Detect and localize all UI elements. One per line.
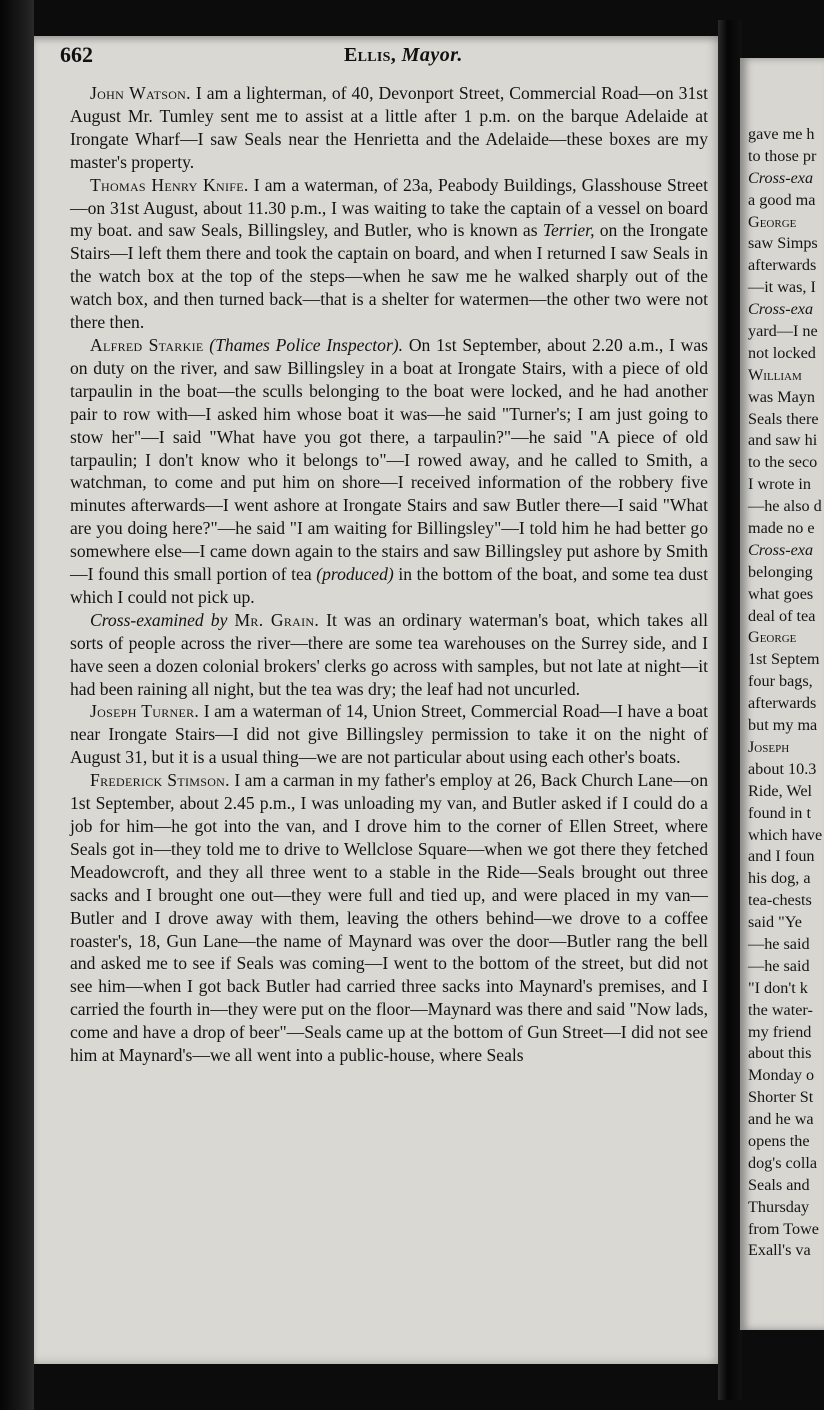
facing-page-line: what goes: [748, 584, 814, 603]
facing-page-line: Cross-exa: [748, 168, 814, 187]
facing-page-line: not locked: [748, 343, 816, 362]
speaker-name: Joseph Turner.: [90, 701, 200, 722]
facing-page-line: made no e: [748, 519, 815, 538]
facing-page-line: and I foun: [748, 847, 815, 866]
book-gutter: [718, 20, 742, 1400]
running-title: [344, 44, 463, 67]
paragraph-text: I am a waterman of 14, Union Street, Commercial Road—I have a boat near Irongate Stairs—I did not give Billingsley permission to take it on the night of August 31, but it is a usual thing—we are not particular about using each other's boats.: [70, 701, 708, 768]
facing-page-line: Seals and: [748, 1175, 810, 1194]
facing-page-line: yard—I ne: [748, 322, 818, 341]
facing-page-line: which have: [748, 825, 823, 844]
paragraph-text: On 1st September, about 2.20 a.m., I was on duty on the river, and saw Billingsley in a boat at Irongate Stairs, with a piece of old tarpaulin in the boat—the sculls belonging to the boat were locked, and he had another pair to row with—I asked him whose boat it was—he said "Turner's; I am just going to stow her"—I said "What have you got there, a tarpaulin?"—he said "A piece of old tarpaulin; I don't know who it belongs to"—I rowed away, and he called to Smith, a watchman, to come and put him on shore—I received information of the robbery five minutes afterwards—I went ashore at Irongate Stairs and saw Butler there—I said "What are you doing here?"—he said "I am waiting for Billingsley"—I told him he had better go somewhere else—I came down again to the stairs and saw Billingsley put ashore by Smith—I found this small portion of tea: [70, 334, 708, 585]
facing-page-line: from Towe: [748, 1219, 819, 1238]
facing-page-line: said "Ye: [748, 913, 802, 932]
facing-page-line: saw Simps: [748, 234, 818, 253]
facing-page-line: —he said: [748, 956, 810, 975]
facing-page-line: —it was, I: [748, 278, 816, 297]
facing-page-line: William: [748, 365, 802, 384]
facing-page-line: Exall's va: [748, 1241, 811, 1260]
facing-page-line: I wrote in: [748, 475, 811, 494]
page-number: 662: [60, 42, 93, 67]
examiner-name: Mr. Grain.: [234, 609, 320, 630]
facing-page-line: George: [748, 628, 797, 647]
facing-page-line: Seals there: [748, 409, 819, 428]
facing-page-line: a good ma: [748, 190, 816, 209]
italic-word: Terrier,: [542, 220, 595, 241]
facing-page-line: and he wa: [748, 1110, 814, 1129]
facing-page-line: "I don't k: [748, 978, 808, 997]
running-title-name: Ellis,: [344, 44, 397, 66]
facing-page-line: Cross-exa: [748, 540, 814, 559]
paragraph-text: It was an ordinary waterman's boat, which takes all sorts of people across the river—there are some tea warehouses on the Surrey side, and I have seen a dozen colonial brokers' clerks go across with samples, but not late at night—it had been raining all night, but the tea was dry; the leaf had not uncurled.: [70, 609, 708, 699]
facing-page-line: to those pr: [748, 146, 817, 165]
facing-page-lines: [748, 124, 824, 1262]
paragraph-text: I am a lighterman, of 40, Devonport Street, Commercial Road—on 31st August Mr. Tumley sent me to assist at a little after 1 p.m. on the barque Adelaide at Irongate Wharf—I saw Seals near the Henrietta and the Adelaide—these boxes are my master's property.: [70, 83, 708, 172]
paragraph-text-after: on the Irongate Stairs—I left them there and took the captain on board, and when I returned I saw Seals in the watch box at the top of the steps—when he saw me he walked sharply out of the watch box, and then turned back—that is a shelter for watermen—the other two were not there then.: [70, 220, 708, 333]
italic-word: (produced): [316, 564, 394, 585]
facing-page-line: my friend: [748, 1022, 812, 1041]
paragraph-text: I am a waterman, of 23a, Peabody Buildings, Glasshouse Street—on 31st August, about 11.30 p.m., I was waiting to take the captain of a vessel on board my boat. and saw Seals, Billingsley, and Butler, who is known as: [70, 174, 708, 241]
paragraph-joseph-turner: [70, 700, 708, 769]
left-page-edge: [0, 0, 34, 1410]
facing-page: [740, 58, 824, 1330]
facing-page-line: Joseph: [748, 737, 790, 756]
paragraph-cross-examination: [70, 609, 708, 701]
facing-page-line: Thursday: [748, 1197, 810, 1216]
facing-page-line: opens the: [748, 1131, 810, 1150]
paragraph-text: I am a carman in my father's employ at 26, Back Church Lane—on 1st September, about 2.45 p.m., I was unloading my van, and Butler asked if I could do a job for him—he got into the van, and I drove him to the corner of Ellen Street, where Seals got in—they told me to drive to Wellclose Square—when we got there they fetched Meadowcroft, and they all three went to a stable in the Ride—Seals brought out three sacks and I brought one out—they were full and tied up, and were placed in my van—Butler and I drove away with them, leaving the others behind—we drove to a coffee roaster's, 18, Gun Lane—the name of Maynard was over the door—Butler rang the bell and asked me to see if Seals was coming—I went to the bottom of the street, but did not see him—when I got back Butler had carried three sacks into Maynard's premises, and I carried the fourth in—they were put on the floor—Maynard was there and said "Now lads, come and have a drop of beer"—Seals came up at the bottom of Gun Street—I did not see him at Maynard's—we all went into a public-house, where Seals: [70, 770, 708, 1066]
page-header: [60, 42, 700, 72]
facing-page-line: belonging: [748, 562, 813, 581]
facing-page-line: his dog, a: [748, 869, 811, 888]
facing-page-line: afterwards: [748, 256, 817, 275]
testimony-text: [70, 82, 708, 1067]
facing-page-line: George: [748, 212, 797, 231]
facing-page-line: 1st Septem: [748, 650, 820, 669]
facing-page-line: Monday o: [748, 1066, 815, 1085]
speaker-name: Frederick Stimson.: [90, 770, 230, 791]
facing-page-line: but my ma: [748, 716, 818, 735]
paragraph-text-after: in the bottom of the boat, and some tea dust which I could not pick up.: [70, 564, 709, 607]
facing-page-line: found in t: [748, 803, 811, 822]
facing-page-line: dog's colla: [748, 1153, 818, 1172]
facing-page-line: Shorter St: [748, 1088, 814, 1107]
facing-page-line: about 10.3: [748, 759, 817, 778]
facing-page-line: and saw hi: [748, 431, 818, 450]
facing-page-line: to the seco: [748, 453, 818, 472]
facing-page-line: —he said: [748, 934, 810, 953]
facing-page-line: the water-: [748, 1000, 813, 1019]
paragraph-alfred-starkie: [70, 334, 708, 609]
facing-page-line: Ride, Wel: [748, 781, 813, 800]
speaker-role: (Thames Police Inspector).: [209, 334, 404, 355]
facing-page-line: was Mayn: [748, 387, 815, 406]
running-title-office: Mayor.: [401, 44, 463, 66]
speaker-name: Thomas Henry Knife.: [90, 174, 249, 195]
facing-page-line: deal of tea: [748, 606, 816, 625]
facing-page-line: afterwards: [748, 694, 817, 713]
speaker-name: Alfred Starkie: [90, 334, 204, 355]
facing-page-line: about this: [748, 1044, 812, 1063]
facing-page-line: tea-chests: [748, 891, 812, 910]
facing-page-line: four bags,: [748, 672, 813, 691]
paragraph-frederick-stimson: [70, 769, 708, 1067]
facing-page-line: gave me h: [748, 125, 815, 143]
speaker-name: John Watson.: [90, 83, 191, 103]
facing-page-line: Cross-exa: [748, 300, 814, 319]
paragraph-thomas-henry-knife: [70, 174, 708, 334]
paragraph-john-watson: [70, 82, 708, 174]
facing-page-line: —he also d: [748, 497, 822, 516]
cross-examined-label: Cross-examined by: [90, 609, 228, 630]
